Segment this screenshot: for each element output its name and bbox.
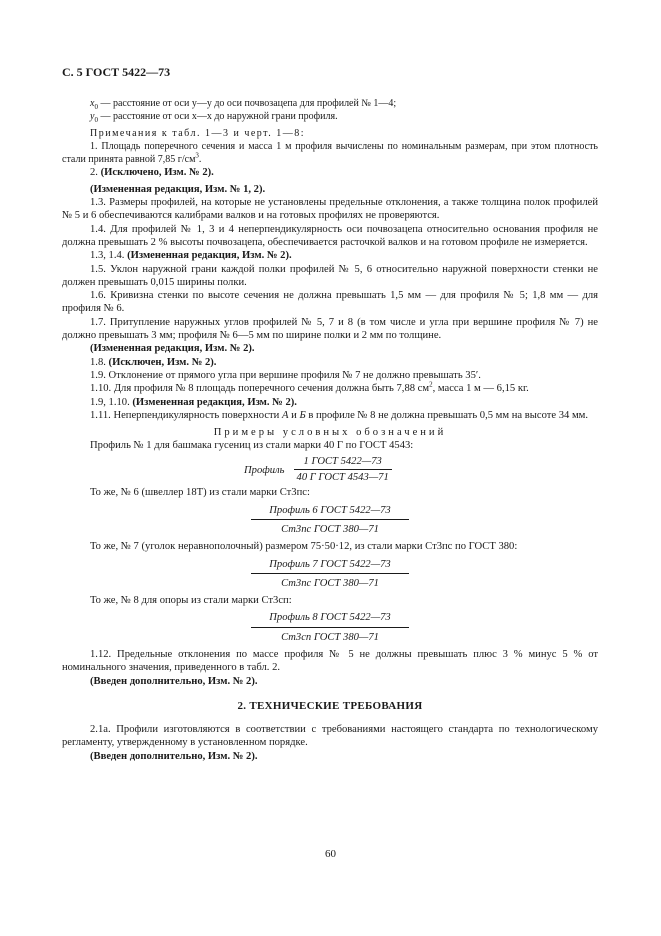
clause-1-8-bold: (Исключен, Изм. № 2). [108, 356, 217, 368]
example-1-designation [244, 455, 598, 485]
clause-1-11 [62, 409, 598, 422]
example-4-denominator: Ст3сп ГОСТ 380—71 [281, 631, 379, 643]
clause-1-6: 1.6. Кривизна стенки по высоте сечения не должна превышать 1,5 мм — для профиля № 5; 1,8 мм — для профиля № 6. [62, 290, 598, 315]
example-4-text: То же, № 8 для опоры из стали марки Ст3сп: [90, 595, 292, 607]
examples-heading: Примеры условных обозначений [213, 427, 447, 439]
section-2-title: 2. ТЕХНИЧЕСКИЕ ТРЕБОВАНИЯ [237, 699, 423, 712]
clause-1-4: 1.4. Для профилей № 1, 3 и 4 неперпендикулярность оси почвозацепа относительно основания профиля не должна превышать 2 % высоты почвозацепа, обеспечивается расточкой валков и на готовом профиле не измеряется. [62, 223, 598, 248]
clause-1-7: 1.7. Притупление наружных углов профилей № 5, 7 и 8 (в том числе и угла при вершине профиля № 7) не должно превышать 3 мм; профиля № 6—5 мм по ширине полки и 2 мм по толщине. [62, 316, 598, 342]
y0-symbol: y [90, 111, 95, 123]
example-1-prefix: Профиль [244, 465, 285, 477]
clause-1-12: 1.12. Предельные отклонения по массе профиля № 5 не должны превышать плюс 3 % минус 5 % от номинального значения, приведенного в табл. 2. [62, 648, 598, 674]
clause-1-9-1-10-bold: (Измененная редакция, Изм. № 2). [132, 396, 297, 408]
surface-b-symbol: Б [299, 409, 306, 421]
clause-1-8-prefix: 1.8. [90, 356, 106, 368]
clause-1-9: 1.9. Отклонение от прямого угла при вершине профиля № 7 не должно превышать 35′. [90, 369, 481, 381]
example-2-fraction [251, 504, 408, 537]
note-1-end: . [198, 154, 202, 166]
example-1-numerator: 1 ГОСТ 5422—73 [294, 455, 392, 470]
clause-1-9-1-10 [62, 396, 598, 409]
clause-1-3-1-4-bold: (Измененная редакция, Изм. № 2). [127, 250, 292, 262]
example-1-text: Профиль № 1 для башмака гусениц из стали марки 40 Г по ГОСТ 4543: [90, 440, 414, 452]
clause-1-11-mid: и [288, 409, 300, 421]
clause-1-9-1-10-prefix: 1.9, 1.10. [90, 396, 130, 408]
clause-1-3: 1.3. Размеры профилей, на которые не установлены предельные отклонения, а также толщина полок профилей № 5 и 6 обеспечиваются калибрами валков и на готовых профилях не проверяются. [62, 197, 598, 222]
note-1-sup: 3 [195, 151, 199, 160]
clause-1-10-sup: 2 [429, 380, 433, 389]
example-3-designation [62, 558, 598, 591]
notes-heading: Примечания к табл. 1—3 и черт. 1—8: [90, 127, 306, 139]
page-header: С. 5 ГОСТ 5422—73 [62, 65, 171, 79]
definition-x0 [62, 97, 598, 110]
x0-symbol: x [90, 98, 95, 109]
y0-text: — расстояние от оси х—х до наружной грани профиля. [97, 111, 338, 123]
added-note-2: (Введен дополнительно, Изм. № 2). [90, 750, 258, 762]
note-1 [62, 140, 598, 167]
y0-subscript: 0 [94, 116, 98, 125]
example-1-fraction [287, 455, 399, 485]
example-4-numerator: Профиль 8 ГОСТ 5422—73 [251, 611, 408, 627]
example-3-text: То же, № 7 (уголок неравнополочный) размером 75·50·12, из стали марки Ст3пс по ГОСТ 380: [90, 541, 518, 553]
example-4-designation [62, 611, 598, 644]
example-2-denominator: Ст3пс ГОСТ 380—71 [281, 523, 379, 535]
definition-y0 [62, 110, 598, 123]
x0-text: — расстояние от оси у—у до оси почвозацепа для профилей № 1—4; [97, 98, 397, 109]
note-2-bold: (Исключено, Изм. № 2). [100, 167, 214, 179]
example-3-fraction [251, 558, 408, 591]
clause-1-11-b: в профиле № 8 не должна превышать 0,5 мм на высоте 34 мм. [305, 409, 589, 421]
example-2-designation [62, 504, 598, 537]
clause-1-11-a: 1.11. Неперпендикулярность поверхности [90, 409, 282, 421]
note-2 [62, 166, 598, 179]
edit-note-2: (Измененная редакция, Изм. № 2). [90, 343, 255, 355]
edit-note-1: (Измененная редакция, Изм. № 1, 2). [90, 183, 266, 195]
added-note-1: (Введен дополнительно, Изм. № 2). [90, 675, 258, 687]
clause-1-10-a: 1.10. Для профиля № 8 площадь поперечного сечения должна быть 7,88 см [90, 383, 430, 395]
example-3-numerator: Профиль 7 ГОСТ 5422—73 [251, 558, 408, 574]
clause-1-3-1-4-prefix: 1.3, 1.4. [90, 250, 125, 262]
surface-a-symbol: А [281, 409, 289, 421]
clause-1-3-1-4 [62, 249, 598, 262]
example-1-denominator: 40 Г ГОСТ 4543—71 [296, 472, 389, 484]
example-2-numerator: Профиль 6 ГОСТ 5422—73 [251, 504, 408, 520]
clause-1-8 [62, 356, 598, 369]
note-2-prefix: 2. [90, 167, 98, 179]
note-1-text: 1. Площадь поперечного сечения и масса 1 м профиля вычислены по номинальным размерам, при этом плотность стали принята равной 7,85 г/см [62, 140, 598, 166]
clause-1-10 [62, 382, 598, 395]
clause-2-1a: 2.1а. Профили изготовляются в соответствии с требованиями настоящего стандарта по технологическому регламенту, утвержденному в установленном порядке. [62, 724, 598, 749]
example-2-text: То же, № 6 (швеллер 18Т) из стали марки Ст3пс: [90, 487, 310, 499]
page-content [62, 97, 598, 763]
clause-1-5: 1.5. Уклон наружной грани каждой полки профилей № 5, 6 относительно наружной поверхности стенки не должен превышать 0,015 ширины полки. [62, 263, 598, 288]
example-3-denominator: Ст3пс ГОСТ 380—71 [281, 577, 379, 589]
page-number: 60 [325, 848, 336, 860]
x0-subscript: 0 [94, 103, 98, 111]
clause-1-10-b: , масса 1 м — 6,15 кг. [432, 383, 529, 395]
example-4-fraction [251, 611, 408, 644]
